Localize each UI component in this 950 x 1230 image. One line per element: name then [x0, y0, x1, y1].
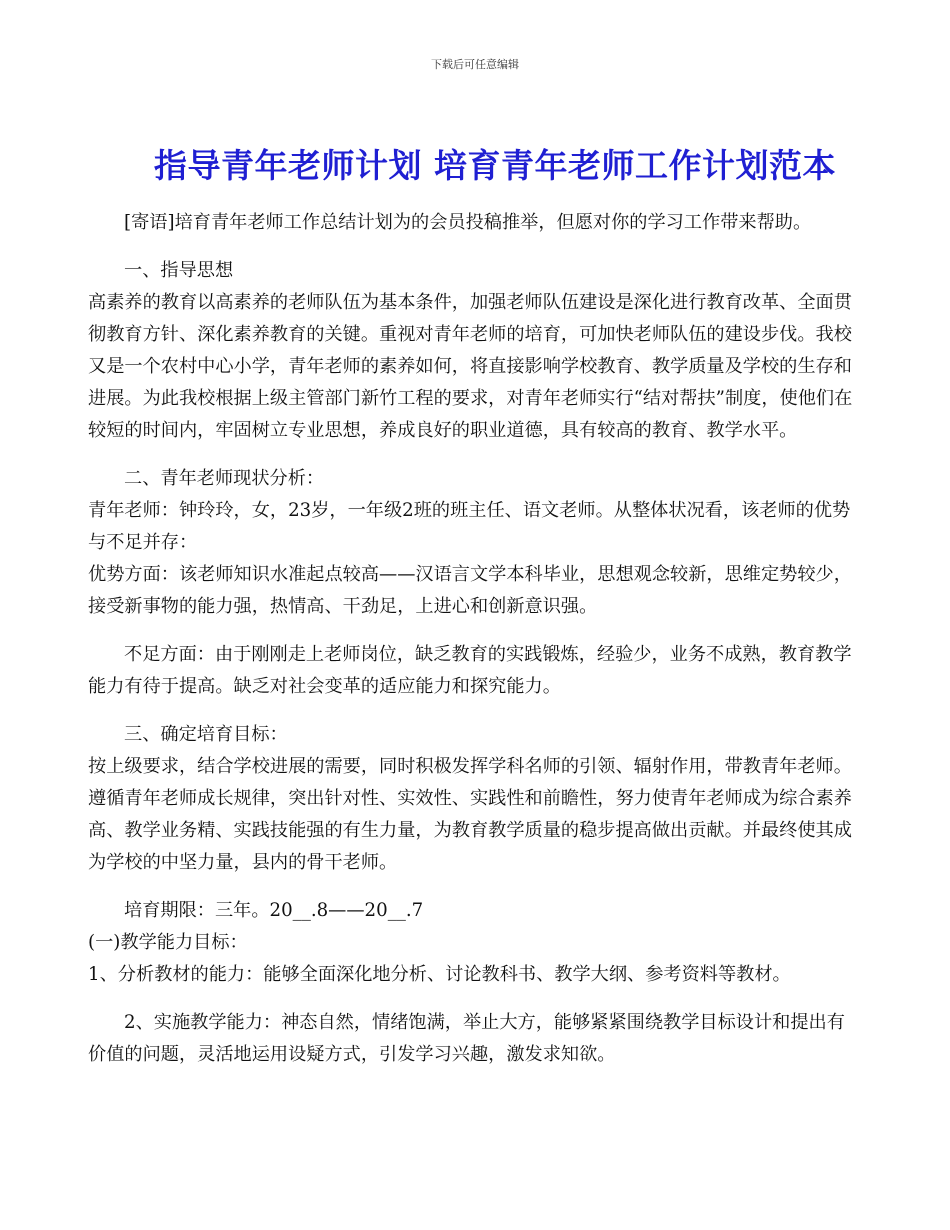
heading-training-goals: 三、确定培育目标： [124, 724, 288, 745]
paragraph-intro: [寄语]培育青年老师工作总结计划为的会员投稿推举，但愿对你的学习工作带来帮助。 [124, 212, 812, 233]
list-item-analysis-ability: 1、分析教材的能力：能够全面深化地分析、讨论教科书、教学大纲、参考资料等教材。 [88, 964, 791, 985]
heading-teaching-ability: (一)教学能力目标： [88, 932, 248, 953]
paragraph-guiding-thought: 高素养的教育以高素养的老师队伍为基本条件，加强老师队伍建设是深化进行教育改革、全面贯彻教育方针、深化素养教育的关键。重视对青年老师的培育，可加快老师队伍的建设步伐。我校又是一个农村中心小学，青年老师的素养如何，将直接影响学校教育、教学质量及学校的生存和进展。为此我校根据上级主管部门新竹工程的要求，对青年老师实行“结对帮扶”制度，使他们在较短的时间内，牢固树立专业思想，养成良好的职业道德，具有较高的教育、教学水平。 [88, 292, 853, 441]
list-item-teaching-ability: 2、实施教学能力：神态自然，情绪饱满，举止大方，能够紧紧围绕教学目标设计和提出有价值的问题，灵活地运用设疑方式，引发学习兴趣，激发求知欲。 [88, 1012, 845, 1065]
page-header: 下载后可任意编辑 [431, 58, 519, 71]
paragraph-training-period: 培育期限：三年。20__.8——20__.7 [124, 900, 424, 921]
paragraph-teacher-profile: 青年老师：钟玲玲，女，23岁，一年级2班的班主任、语文老师。从整体状况看，该老师的优势与不足并存： [88, 500, 851, 553]
heading-status-analysis: 二、青年老师现状分析： [124, 468, 325, 489]
paragraph-strengths: 优势方面：该老师知识水准起点较高——汉语言文学本科毕业，思想观念较新，思维定势较少，接受新事物的能力强，热情高、干劲足，上进心和创新意识强。 [88, 564, 852, 617]
paragraph-weaknesses: 不足方面：由于刚刚走上老师岗位，缺乏教育的实践锻炼，经验少，业务不成熟，教育教学能力有待于提高。缺乏对社会变革的适应能力和探究能力。 [88, 644, 852, 697]
document-title: 指导青年老师计划 培育青年老师工作计划范本 [154, 146, 836, 185]
heading-guiding-thought: 一、指导思想 [124, 260, 234, 281]
document-body [88, 207, 862, 1071]
paragraph-training-goals: 按上级要求，结合学校进展的需要，同时积极发挥学科名师的引领、辐射作用，带教青年老师。遵循青年老师成长规律，突出针对性、实效性、实践性和前瞻性，努力使青年老师成为综合素养高、教学业务精、实践技能强的有生力量，为教育教学质量的稳步提高做出贡献。并最终使其成为学校的中坚力量，县内的骨干老师。 [88, 756, 852, 873]
